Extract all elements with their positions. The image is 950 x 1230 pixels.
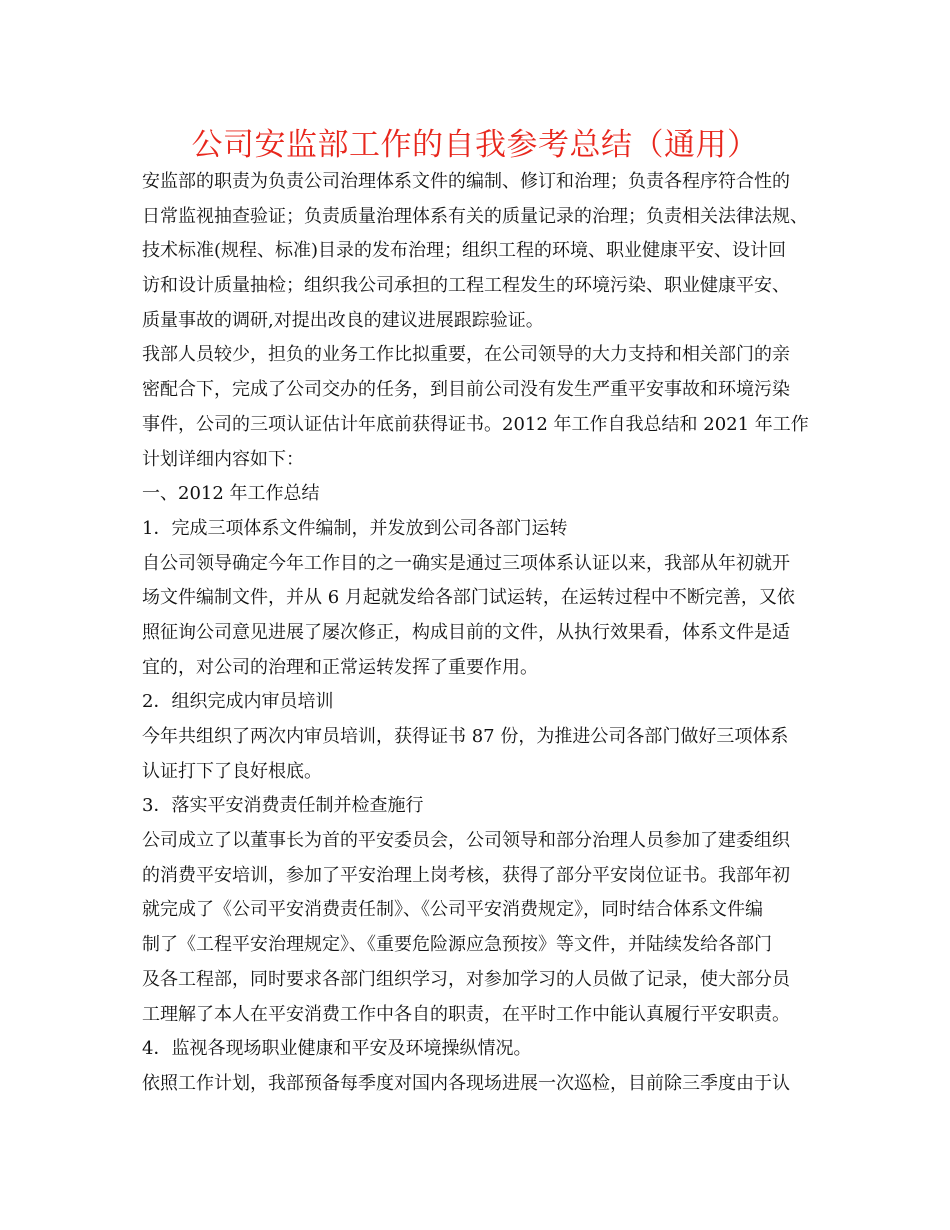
body-line: 技术标准(规程、标准)目录的发布治理；组织工程的环境、职业健康平安、设计回 <box>142 240 787 262</box>
body-line: 依照工作计划，我部预备每季度对国内各现场进展一次巡检，目前除三季度由于认 <box>142 1072 790 1094</box>
body-line: 照征询公司意见进展了屡次修正，构成目前的文件，从执行效果看，体系文件是适 <box>142 621 790 643</box>
body-line: 3．落实平安消费责任制并检查施行 <box>142 795 424 817</box>
body-line: 安监部的职责为负责公司治理体系文件的编制、修订和治理；负责各程序符合性的 <box>142 171 790 192</box>
body-line: 4．监视各现场职业健康和平安及环境操纵情况。 <box>142 1038 532 1060</box>
body-line: 及各工程部，同时要求各部门组织学习，对参加学习的人员做了记录，使大部分员 <box>142 968 790 990</box>
body-line: 1．完成三项体系文件编制，并发放到公司各部门运转 <box>142 517 568 539</box>
body-line: 场文件编制文件，并从 6 月起就发给各部门试运转，在运转过程中不断完善，又依 <box>142 587 795 609</box>
body-line: 自公司领导确定今年工作目的之一确实是通过三项体系认证以来，我部从年初就开 <box>142 552 790 574</box>
body-line: 事件，公司的三项认证估计年底前获得证书。2012 年工作自我总结和 2021 年工作 <box>142 413 809 435</box>
document-title: 公司安监部工作的自我参考总结（通用） <box>191 127 759 163</box>
body-line: 质量事故的调研,对提出改良的建议进展跟踪验证。 <box>142 309 544 331</box>
body-line: 的消费平安培训，参加了平安治理上岗考核，获得了部分平安岗位证书。我部年初 <box>142 864 790 886</box>
body-line: 2．组织完成内审员培训 <box>142 691 334 713</box>
body-line: 制了《工程平安治理规定》、《重要危险源应急预按》等文件，并陆续发给各部门 <box>142 934 772 956</box>
body-line: 工理解了本人在平安消费工作中各自的职责，在平时工作中能认真履行平安职责。 <box>142 1003 790 1025</box>
body-line: 今年共组织了两次内审员培训，获得证书 87 份，为推进公司各部门做好三项体系 <box>142 726 789 747</box>
body-line: 宜的，对公司的治理和正常运转发挥了重要作用。 <box>142 656 538 678</box>
body-line: 日常监视抽查验证；负责质量治理体系有关的质量记录的治理；负责相关法律法规、 <box>142 205 808 227</box>
document-body <box>142 165 822 1102</box>
body-line: 访和设计质量抽检；组织我公司承担的工程工程发生的环境污染、职业健康平安、 <box>142 275 790 297</box>
body-line: 计划详细内容如下： <box>142 448 304 470</box>
body-line: 就完成了《公司平安消费责任制》、《公司平安消费规定》，同时结合体系文件编 <box>142 899 763 921</box>
body-line: 我部人员较少，担负的业务工作比拟重要，在公司领导的大力支持和相关部门的亲 <box>142 344 790 366</box>
body-line: 一、2012 年工作总结 <box>142 483 320 505</box>
body-line: 密配合下，完成了公司交办的任务，到目前公司没有发生严重平安事故和环境污染 <box>142 379 790 401</box>
body-line: 公司成立了以董事长为首的平安委员会，公司领导和部分治理人员参加了建委组织 <box>142 830 790 852</box>
body-line: 认证打下了良好根底。 <box>142 760 322 782</box>
